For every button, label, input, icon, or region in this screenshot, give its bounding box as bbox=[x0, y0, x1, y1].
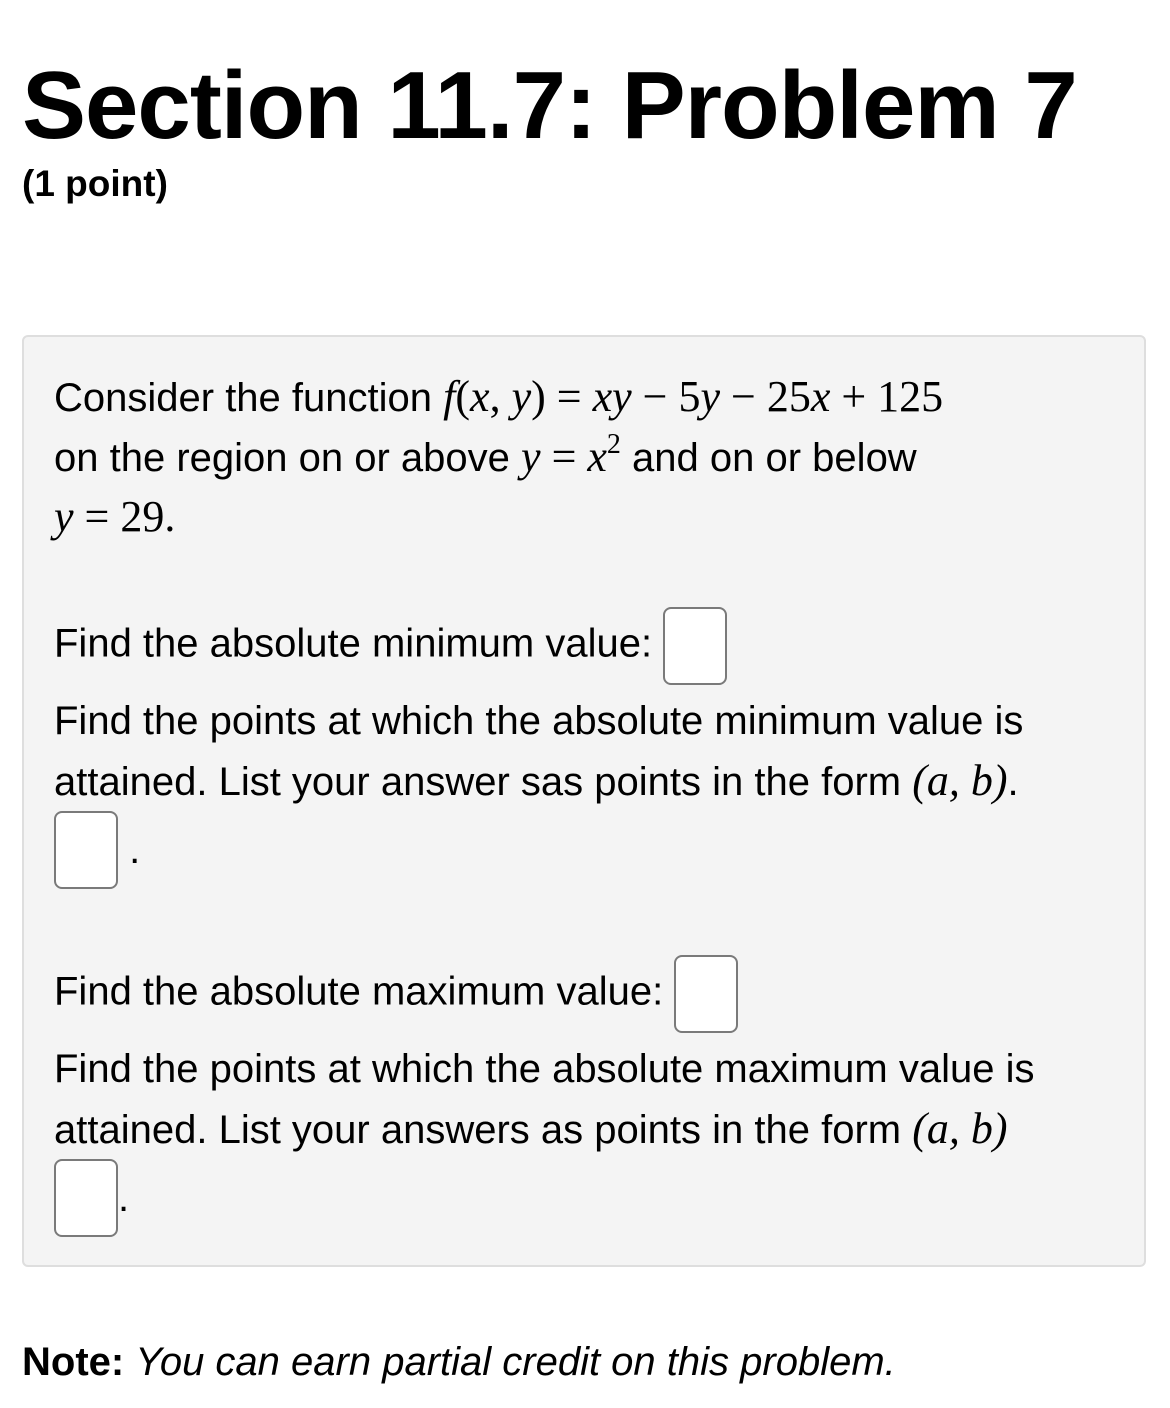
min-points-line-2: attained. List your answer sas points in the form (a, b). bbox=[54, 756, 1019, 805]
max-points-line-2: attained. List your answers as points in the form (a, b) bbox=[54, 1104, 1008, 1153]
max-value-input[interactable] bbox=[674, 955, 738, 1033]
max-points-dot: . bbox=[118, 1176, 130, 1220]
min-points-line-1: Find the points at which the absolute minimum value is bbox=[54, 699, 1024, 743]
min-points-row bbox=[54, 811, 140, 889]
points-label: (1 point) bbox=[22, 163, 168, 204]
function-formula: f(x, y) = xy − 5y − 25x + 125 bbox=[443, 372, 944, 421]
intro-text: Consider the function bbox=[54, 376, 433, 420]
function-statement bbox=[54, 369, 943, 426]
curve-formula: $y = x^2$ bbox=[521, 429, 621, 481]
min-points-input[interactable] bbox=[54, 811, 118, 889]
max-points-input[interactable] bbox=[54, 1159, 118, 1237]
region-text: on the region on or above bbox=[54, 436, 510, 480]
bound-statement bbox=[54, 489, 175, 546]
bound-formula: y = 29. bbox=[54, 492, 176, 541]
note-label: Note: bbox=[22, 1340, 125, 1384]
min-points-form: (a, b) bbox=[912, 756, 1008, 805]
region-text-2: and on or below bbox=[632, 436, 917, 480]
partial-credit-note bbox=[22, 1336, 896, 1388]
note-text: You can earn partial credit on this problem. bbox=[135, 1340, 896, 1384]
max-points-form: (a, b) bbox=[912, 1104, 1008, 1153]
max-points-line-1: Find the points at which the absolute maximum value is bbox=[54, 1047, 1035, 1091]
max-value-row bbox=[54, 955, 738, 1033]
min-value-label: Find the absolute minimum value: bbox=[54, 621, 653, 666]
max-value-label: Find the absolute maximum value: bbox=[54, 969, 664, 1014]
max-points-row bbox=[54, 1159, 129, 1237]
min-value-row bbox=[54, 607, 727, 685]
min-value-input[interactable] bbox=[663, 607, 727, 685]
problem-box bbox=[22, 335, 1146, 1267]
min-points-dot: . bbox=[129, 828, 141, 872]
page-title: Section 11.7: Problem 7 bbox=[22, 52, 1077, 159]
region-statement bbox=[54, 429, 917, 486]
